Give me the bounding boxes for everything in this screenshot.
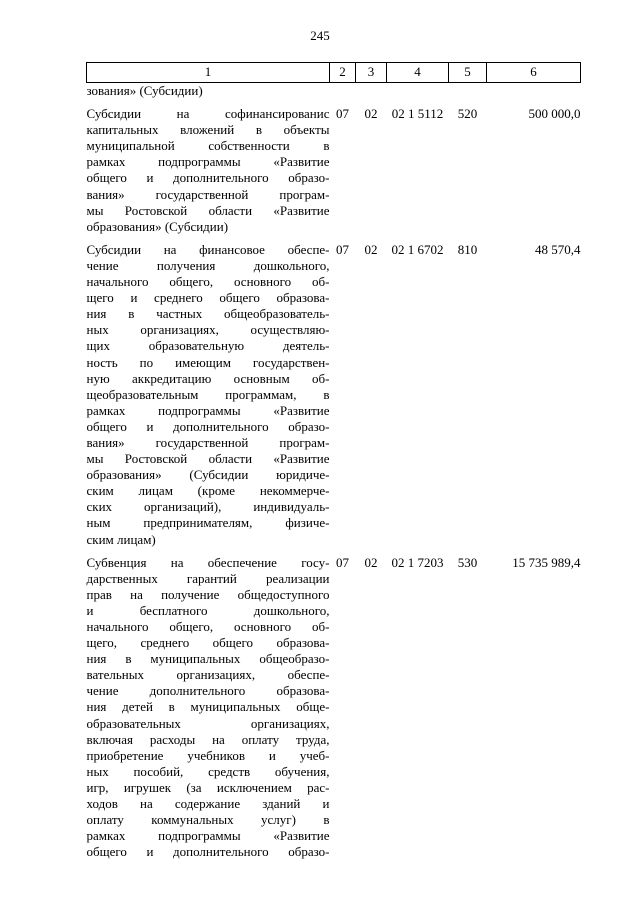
row-description (87, 235, 330, 548)
text-line: ским лицам (кроме некоммерче- (86, 483, 330, 499)
text-line: дарственных гарантий реализации (86, 570, 330, 586)
header-cell: 5 (449, 63, 487, 83)
text-line: щего, среднего общего образова- (86, 635, 330, 651)
csr-cell: 02 1 7203 (391, 554, 444, 570)
header-cell: 6 (487, 63, 581, 83)
text-line: оплату коммунальных услуг) в (86, 812, 330, 828)
text-line: капитальных вложений в объекты (86, 122, 330, 138)
text-line: Субсидии на софинансированис (86, 106, 330, 122)
text-line: игр, игрушек (за исключением рас- (86, 779, 330, 795)
vr-cell: 810 (457, 241, 478, 257)
text-line: общего и дополнительного образо- (86, 418, 330, 434)
text-line: ходов на содержание зданий и (86, 796, 330, 812)
text-line: чение дополнительного образова- (86, 683, 330, 699)
amount-cell: 500 000,0 (528, 106, 581, 122)
vr-cell: 530 (457, 554, 478, 570)
text-line: начального общего, основного об- (86, 619, 330, 634)
text-line: ных организациях, осуществляю- (86, 322, 330, 338)
text-line: и бесплатного дошкольного, (86, 602, 330, 618)
header-cell: 3 (356, 63, 387, 83)
text-line: ских организаций), индивидуаль- (86, 499, 330, 515)
page-number: 245 (310, 28, 330, 43)
continuation-row (87, 83, 581, 100)
text-line: ния в муниципальных общеобразо- (86, 651, 330, 667)
text-line: вания» государственной програм- (86, 186, 330, 202)
table-row (87, 548, 581, 861)
text-line: ния в частных общеобразователь- (86, 306, 330, 322)
rz-cell: 07 (336, 554, 349, 570)
text-line: ным предпринимателям, физиче- (86, 515, 330, 531)
text-line: образования» (Субсидии) (86, 218, 229, 234)
amount-cell: 48 570,4 (535, 241, 581, 257)
table-row (87, 235, 581, 548)
text-line: щих образовательную деятель- (86, 338, 330, 354)
text-line: зования» (Субсидии) (86, 83, 203, 98)
text-line: щего и среднего общего образова- (86, 290, 330, 306)
text-line: начального общего, основного об- (86, 274, 330, 290)
rz-cell: 07 (336, 106, 349, 122)
header-cell: 2 (330, 63, 356, 83)
pr-cell: 02 (364, 241, 378, 257)
text-line: мы Ростовской области «Развитие (86, 202, 330, 218)
text-line: приобретение учебников и учеб- (86, 747, 330, 763)
row-description (87, 99, 330, 235)
rz-cell: 07 (336, 241, 349, 257)
text-line: мы Ростовской области «Развитие (86, 451, 330, 467)
row-description (87, 548, 330, 861)
text-line: прав на получение общедоступного (86, 586, 330, 602)
text-line: общего и дополнительного образо- (86, 170, 330, 186)
header-row (87, 63, 581, 83)
amount-cell: 15 735 989,4 (512, 554, 581, 570)
header-cell: 1 (87, 63, 330, 83)
text-line: муниципальной собственности в (86, 138, 330, 154)
text-line: рамках подпрограммы «Развитие (86, 828, 330, 844)
text-line: ную аккредитацию основным об- (86, 370, 330, 386)
text-line: образовательных организациях, (86, 715, 330, 731)
header-cell: 4 (387, 63, 449, 83)
budget-table (86, 62, 581, 860)
pr-cell: 02 (364, 106, 378, 122)
text-line: ским лицам) (86, 531, 156, 547)
text-line: вательных организациях, обеспе- (86, 667, 330, 683)
text-line: Субсидии на финансовое обеспе- (86, 241, 330, 257)
text-line: ность по имеющим государствен- (86, 354, 330, 370)
text-line: включая расходы на оплату труда, (86, 731, 330, 747)
text-line: рамках подпрограммы «Развитие (86, 154, 330, 170)
continuation-text (87, 83, 330, 100)
text-line: общего и дополнительного образо- (86, 844, 330, 860)
text-line: ных пособий, средств обучения, (86, 763, 330, 779)
text-line: образования» (Субсидии юридиче- (86, 467, 330, 483)
text-line: рамках подпрограммы «Развитие (86, 402, 330, 418)
text-line: Субвенция на обеспечение госу- (86, 554, 330, 570)
pr-cell: 02 (364, 554, 378, 570)
text-line: ния детей в муниципальных обще- (86, 699, 330, 715)
vr-cell: 520 (457, 106, 478, 122)
text-line: щеобразовательным программам, в (86, 386, 330, 402)
csr-cell: 02 1 5112 (391, 106, 444, 122)
text-line: вания» государственной програм- (86, 434, 330, 450)
table-row (87, 99, 581, 235)
text-line: чение получения дошкольного, (86, 257, 330, 273)
csr-cell: 02 1 6702 (391, 241, 444, 257)
